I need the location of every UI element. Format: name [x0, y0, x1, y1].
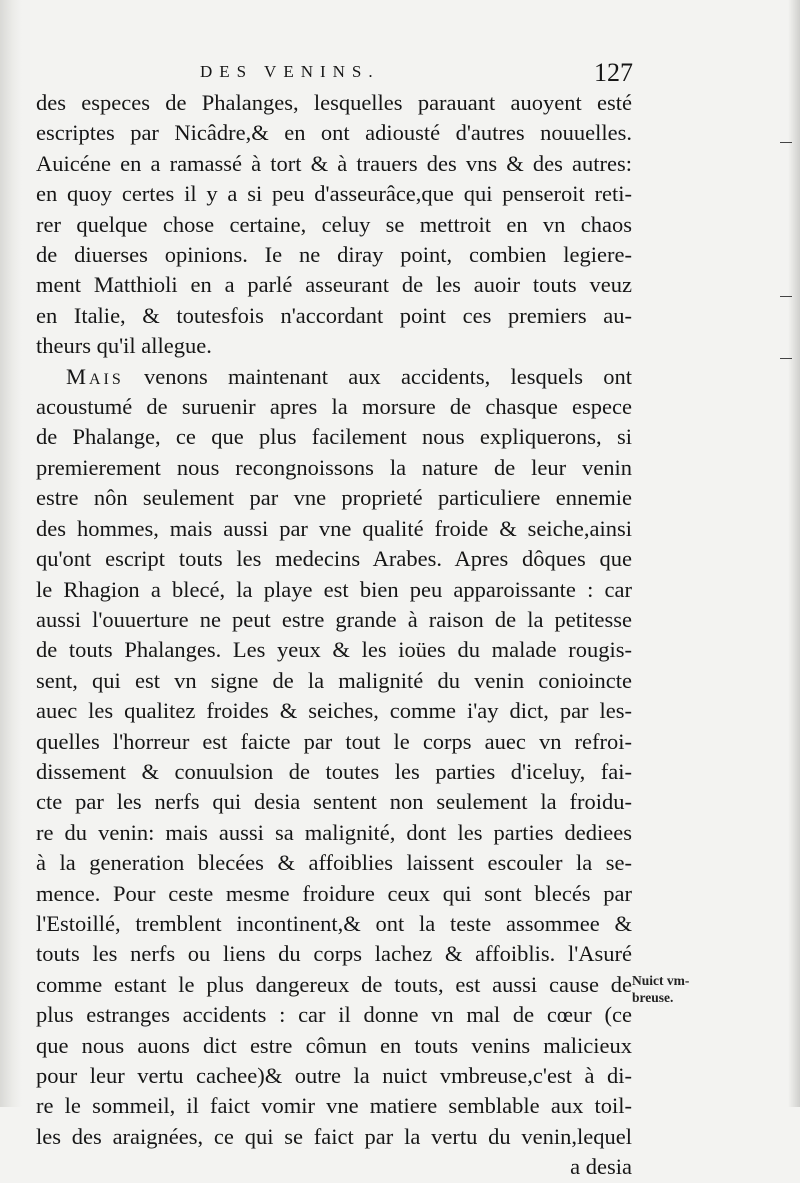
- text-line: re le sommeil, il faict vomir vne matiere semblable aux toil-: [36, 1093, 632, 1119]
- page-edge-shadow: [788, 0, 800, 1107]
- text-line: rer quelque chose certaine, celuy se mettroit en vn chaos: [36, 211, 632, 237]
- text-line: le Rhagion a blecé, la playe est bien peu apparoissante : car: [36, 576, 632, 602]
- text-line: re du venin: mais aussi sa malignité, dont les parties dediees: [36, 819, 632, 845]
- margin-mark: [780, 358, 792, 359]
- paragraph-lead-word: Mais: [66, 363, 124, 389]
- text-line: que nous auons dict estre cômun en touts venins malicieux: [36, 1032, 632, 1058]
- text-line: quelles l'horreur est faicte par tout le corps auec vn refroi-: [36, 728, 632, 754]
- text-line: en Italie, & toutesfois n'accordant point ces premiers au-: [36, 302, 632, 328]
- text-line: auec les qualitez froides & seiches, comme i'ay dict, par les-: [36, 698, 632, 724]
- text-line: estre nôn seulement par vne proprieté particuliere ennemie: [36, 485, 632, 511]
- text-line: plus estranges accidents : car il donne vn mal de cœur (ce: [36, 1002, 632, 1028]
- text-line: sent, qui est vn signe de la malignité du venin conioincte: [36, 667, 632, 693]
- text-line: de touts Phalanges. Les yeux & les ioües du malade rougis-: [36, 637, 632, 663]
- marginal-note-line: Nuict vm-: [632, 973, 690, 988]
- text-line: mence. Pour ceste mesme froidure ceux qui sont blecés par: [36, 880, 632, 906]
- marginal-note-line: breuse.: [632, 990, 674, 1005]
- margin-mark: [780, 296, 792, 297]
- text-line: cte par les nerfs qui desia sentent non seulement la froidu-: [36, 789, 632, 815]
- text-line: theurs qu'il allegue.: [36, 333, 212, 359]
- text-line: l'Estoillé, tremblent incontinent,& ont la teste assommee &: [36, 910, 632, 936]
- text-line: pour leur vertu cachee)& outre la nuict vmbreuse,c'est à di-: [36, 1063, 632, 1088]
- text-line: escriptes par Nicâdre,& en ont adiousté d'autres nouuelles.: [36, 120, 632, 146]
- text-line: à la generation blecées & affoiblies laissent escouler la se-: [36, 850, 632, 876]
- paragraph-opening-line: [36, 362, 632, 392]
- text-line: ment Matthioli en a parlé asseurant de les auoir touts veuz: [36, 272, 632, 298]
- marginal-note: [632, 972, 689, 1006]
- paragraph-opening-rest: venons maintenant aux accidents, lesquels ont: [123, 363, 632, 389]
- catchword: a desia: [570, 1154, 632, 1180]
- margin-mark: [780, 142, 792, 143]
- text-line: qu'ont escript touts les medecins Arabes. Apres dôques que: [36, 546, 632, 572]
- text-line: de diuerses opinions. Ie ne diray point, combien legiere-: [36, 242, 632, 268]
- main-text: [36, 88, 632, 1183]
- text-line: Auicéne en a ramassé à tort & à trauers des vns & des autres:: [36, 150, 632, 176]
- text-line: touts les nerfs ou liens du corps lachez & affoiblis. l'Asuré: [36, 941, 632, 967]
- text-line: de Phalange, ce que plus facilement nous expliquerons, si: [36, 424, 632, 450]
- text-line: les des araignées, ce qui se faict par la vertu du venin,lequel: [36, 1123, 632, 1149]
- page-gutter-shadow: [0, 0, 22, 1107]
- text-line: en quoy certes il y a si peu d'asseurâce,que qui penseroit reti-: [36, 181, 632, 207]
- text-line: premierement nous recongnoissons la nature de leur venin: [36, 454, 632, 480]
- text-line: des hommes, mais aussi par vne qualité froide & seiche,ainsi: [36, 515, 632, 541]
- text-line: comme estant le plus dangereux de touts, est aussi cause de: [36, 971, 632, 997]
- text-line: acoustumé de suruenir apres la morsure de chasque espece: [36, 394, 632, 420]
- text-line: des especes de Phalanges, lesquelles parauant auoyent esté: [36, 90, 632, 115]
- text-line: dissement & conuulsion de toutes les parties d'iceluy, fai-: [36, 758, 632, 784]
- text-line: aussi l'ouuerture ne peut estre grande à raison de la petitesse: [36, 606, 632, 632]
- page-number: 127: [594, 58, 633, 87]
- running-head: DES VENINS.: [200, 62, 380, 81]
